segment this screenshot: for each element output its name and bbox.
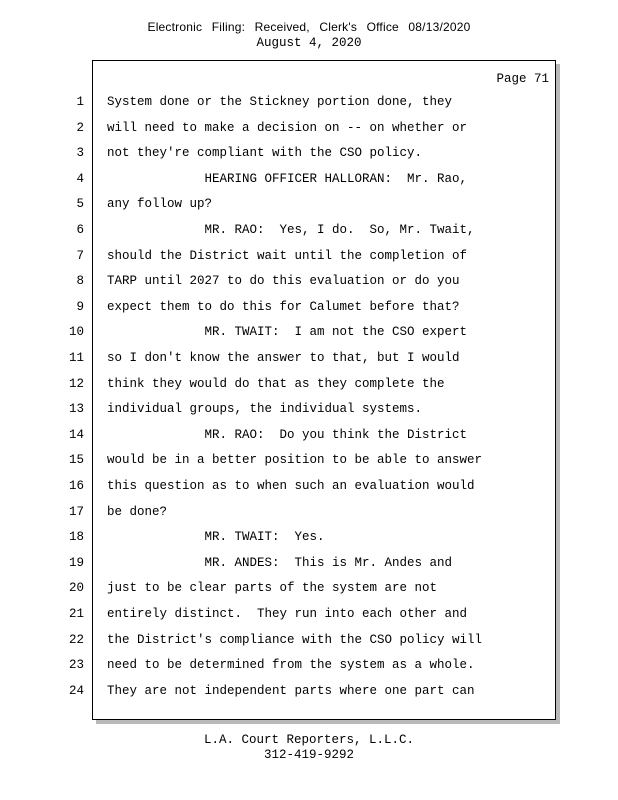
line-text: so I don't know the answer to that, but I would bbox=[107, 351, 460, 365]
line-number: 23 bbox=[68, 658, 84, 673]
transcript-line bbox=[0, 146, 618, 166]
line-number: 8 bbox=[76, 274, 84, 289]
transcript-line bbox=[0, 607, 618, 627]
line-number: 22 bbox=[68, 632, 84, 647]
transcript-line bbox=[0, 197, 618, 217]
line-text: will need to make a decision on -- on whether or bbox=[107, 120, 468, 135]
line-text: this question as to when such an evaluation would bbox=[107, 479, 475, 493]
transcript-line bbox=[0, 556, 618, 576]
line-text: System done or the Stickney portion done, they bbox=[107, 95, 453, 109]
line-number: 4 bbox=[76, 171, 84, 186]
line-text: MR. RAO: Do you think the District bbox=[107, 427, 468, 442]
transcript-line bbox=[0, 658, 618, 678]
hearing-date: August 4, 2020 bbox=[256, 36, 362, 50]
line-text: think they would do that as they complete the bbox=[107, 376, 445, 391]
line-number: 12 bbox=[68, 376, 84, 391]
line-text: need to be determined from the system as a whole. bbox=[107, 658, 475, 673]
line-number: 6 bbox=[76, 223, 84, 237]
line-number: 15 bbox=[68, 453, 84, 468]
line-number: 1 bbox=[76, 95, 84, 109]
line-text: MR. RAO: Yes, I do. So, Mr. Twait, bbox=[107, 223, 475, 237]
line-text: HEARING OFFICER HALLORAN: Mr. Rao, bbox=[107, 171, 468, 186]
transcript-line bbox=[0, 530, 618, 550]
line-number: 9 bbox=[76, 299, 84, 314]
transcript-line bbox=[0, 428, 618, 448]
reporter-name: L.A. Court Reporters, L.L.C. bbox=[203, 733, 415, 747]
line-number: 18 bbox=[68, 530, 84, 545]
line-number: 17 bbox=[68, 504, 84, 519]
transcript-line bbox=[0, 479, 618, 499]
transcript-line bbox=[0, 249, 618, 269]
line-number: 3 bbox=[76, 146, 84, 161]
line-number: 20 bbox=[68, 581, 84, 596]
line-text: would be in a better position to be able to answer bbox=[107, 453, 483, 468]
line-text: individual groups, the individual systems. bbox=[107, 402, 423, 417]
line-text: entirely distinct. They run into each other and bbox=[107, 607, 468, 621]
line-text: be done? bbox=[107, 504, 168, 519]
line-number: 14 bbox=[68, 427, 84, 442]
transcript-line bbox=[0, 351, 618, 371]
transcript-line bbox=[0, 95, 618, 115]
line-number: 5 bbox=[76, 197, 84, 212]
transcript-line bbox=[0, 453, 618, 473]
transcript-line bbox=[0, 633, 618, 653]
transcript-line bbox=[0, 402, 618, 422]
line-text: MR. TWAIT: Yes. bbox=[107, 530, 325, 545]
line-text: any follow up? bbox=[107, 197, 213, 212]
transcript-line bbox=[0, 581, 618, 601]
line-text: just to be clear parts of the system are not bbox=[107, 581, 438, 596]
line-text: the District's compliance with the CSO policy will bbox=[107, 632, 483, 647]
line-number: 19 bbox=[68, 555, 84, 570]
filing-stamp: Electronic Filing: Received, Clerk's Office 08/13/2020 bbox=[147, 20, 471, 34]
line-number: 2 bbox=[76, 120, 84, 135]
transcript-line bbox=[0, 684, 618, 704]
line-text: MR. TWAIT: I am not the CSO expert bbox=[107, 325, 468, 340]
line-number: 21 bbox=[68, 607, 84, 621]
line-number: 10 bbox=[68, 325, 84, 340]
line-text: should the District wait until the completion of bbox=[107, 248, 468, 263]
line-number: 13 bbox=[68, 402, 84, 417]
transcript-line bbox=[0, 121, 618, 141]
transcript-line bbox=[0, 300, 618, 320]
transcript-line bbox=[0, 377, 618, 397]
page-number: Page 71 bbox=[496, 72, 549, 86]
line-number: 24 bbox=[68, 683, 84, 698]
line-text: not they're compliant with the CSO policy. bbox=[107, 146, 423, 161]
line-text: TARP until 2027 to do this evaluation or do you bbox=[107, 274, 460, 289]
line-number: 16 bbox=[68, 479, 84, 493]
line-number: 11 bbox=[68, 351, 84, 365]
transcript-line bbox=[0, 172, 618, 192]
line-text: expect them to do this for Calumet before that? bbox=[107, 299, 460, 314]
transcript-line bbox=[0, 274, 618, 294]
transcript-line bbox=[0, 325, 618, 345]
line-text: MR. ANDES: This is Mr. Andes and bbox=[107, 555, 453, 570]
line-number: 7 bbox=[76, 248, 84, 263]
reporter-phone: 312-419-9292 bbox=[263, 748, 354, 762]
line-text: They are not independent parts where one part can bbox=[107, 683, 475, 698]
transcript-line bbox=[0, 505, 618, 525]
transcript-line bbox=[0, 223, 618, 243]
